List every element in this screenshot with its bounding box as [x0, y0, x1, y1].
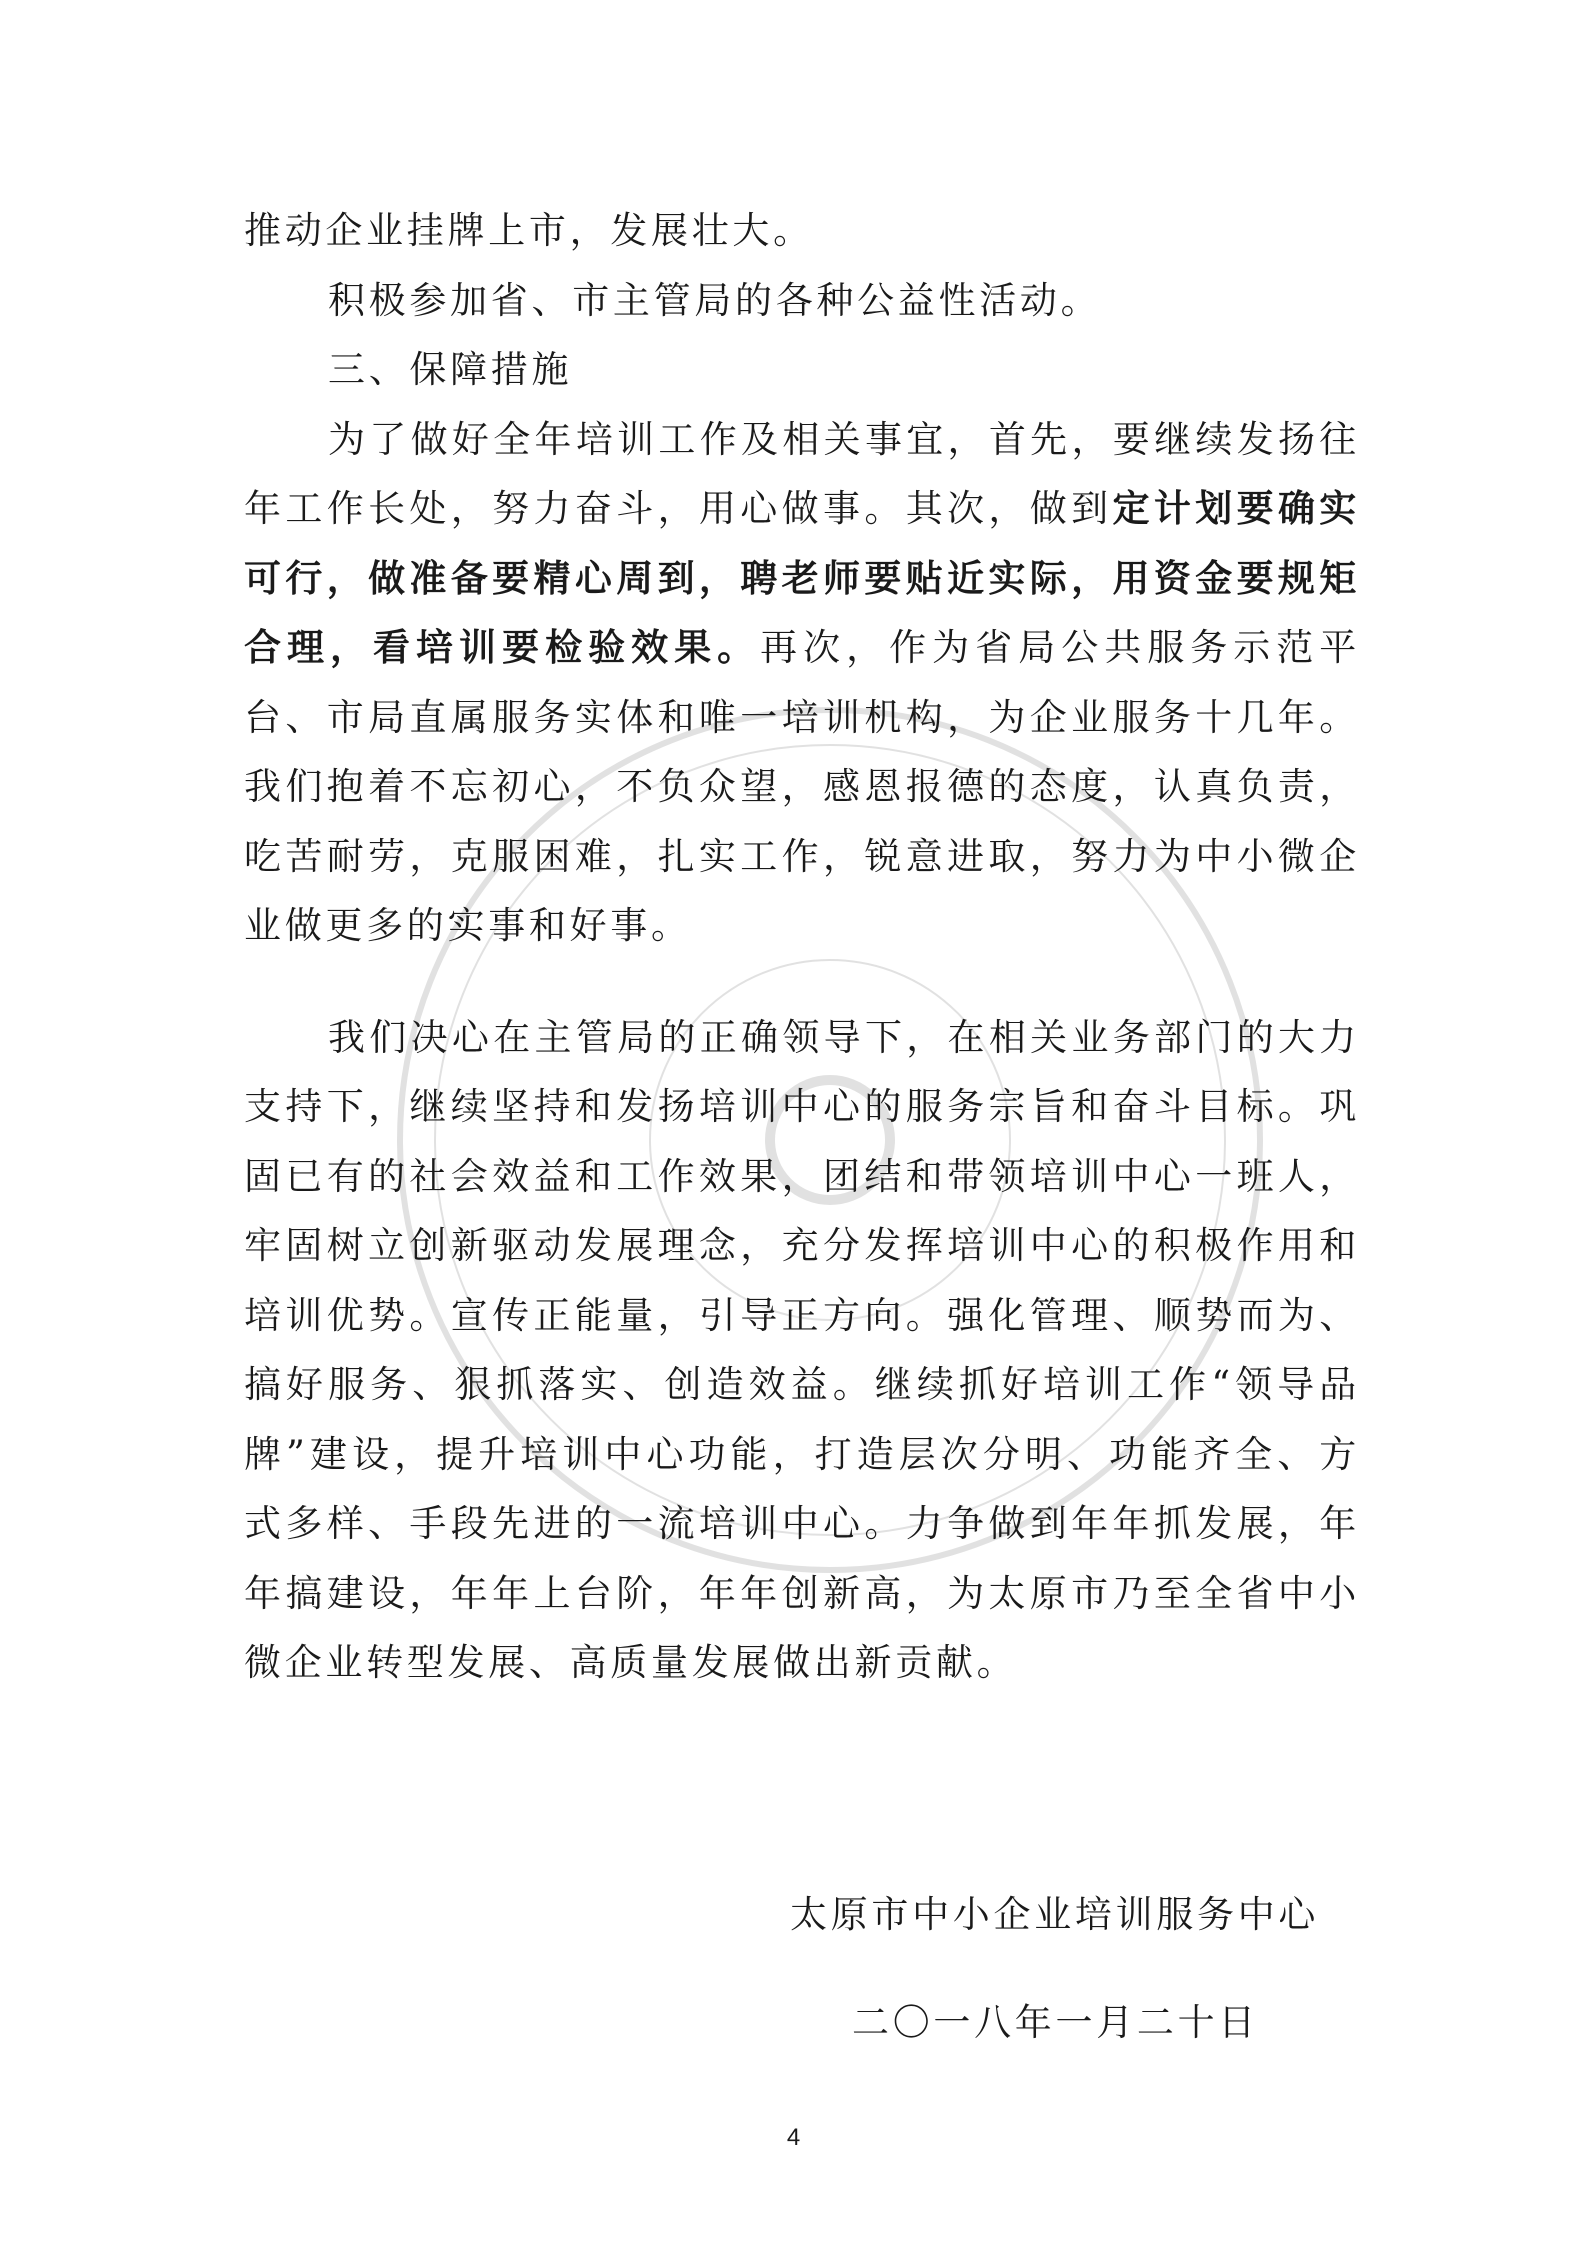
paragraph-listing: 推动企业挂牌上市，发展壮大。: [244, 209, 814, 252]
document-body: [244, 196, 1360, 1698]
section-heading: 三、保障措施: [328, 348, 573, 391]
measures-text-a: 为了做好全年培训工作及相关事宜，首先，要继续发扬往年工作长处，努力奋斗，用心做事。其次，做到: [244, 417, 1360, 530]
paragraph-public-welfare: 积极参加省、市主管局的各种公益性活动。: [328, 278, 1102, 322]
paragraph-measures: [244, 405, 1360, 961]
measures-text-bold: 定计划要确实可行，做准备要精心周到，聘老师要贴近实际，用资金要规矩合理，看培训要检验效果。: [244, 486, 1361, 669]
signature-date: 二〇一八年一月二十日: [852, 2001, 1259, 2044]
signature-org: 太原市中小企业培训服务中心: [790, 1893, 1320, 1936]
page-number: 4: [786, 2124, 801, 2151]
paragraph-determination: 我们决心在主管局的正确领导下，在相关业务部门的大力支持下，继续坚持和发扬培训中心的服务宗旨和奋斗目标。巩固已有的社会效益和工作效果，团结和带领培训中心一班人，牢固树立创新驱动发展理念，充分发挥培训中心的积极作用和培训优势。宣传正能量，引导正方向。强化管理、顺势而为、搞好服务、狠抓落实、创造效益。继续抓好培训工作“领导品牌”建设，提升培训中心功能，打造层次分明、功能齐全、方式多样、手段先进的一流培训中心。力争做到年年抓发展，年年搞建设，年年上台阶，年年创新高，为太原市乃至全省中小微企业转型发展、高质量发展做出新贡献。: [244, 1015, 1360, 1684]
measures-text-b: 再次，作为省局公共服务示范平台、市局直属服务实体和唯一培训机构，为企业服务十几年。我们抱着不忘初心，不负众望，感恩报德的态度，认真负责，吃苦耐劳，克服困难，扎实工作，锐意进取，努力为中小微企业做更多的实事和好事。: [244, 626, 1360, 947]
